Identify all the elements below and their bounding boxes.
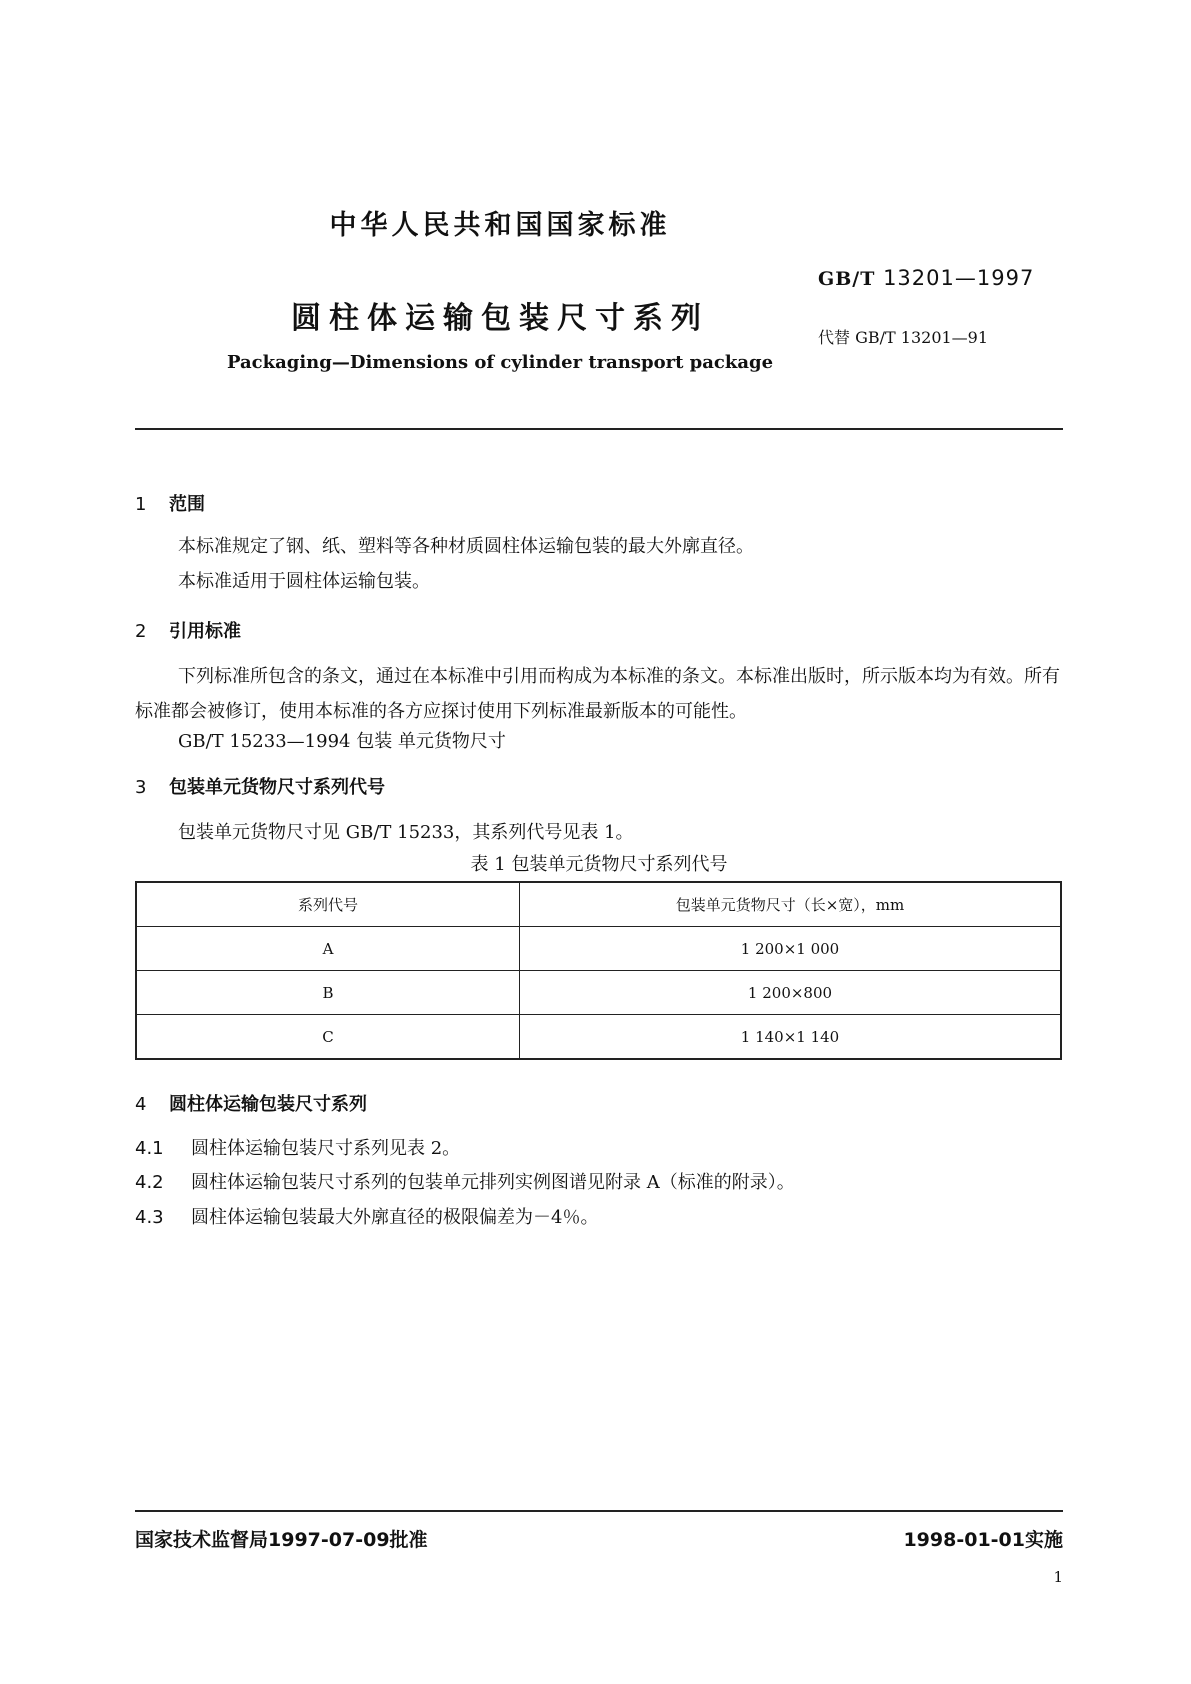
table-header-cell: 包装单元货物尺寸（长×宽），mm (520, 882, 1062, 927)
subsection-4-2 (135, 1168, 795, 1194)
replaces-standard: 代替 GB/T 13201—91 (818, 328, 989, 347)
section-3-paragraph: 包装单元货物尺寸见 GB/T 15233，其系列代号见表 1。 (178, 822, 634, 843)
table-cell-series-code: B (136, 971, 520, 1015)
subsection-4-1 (135, 1134, 460, 1160)
footer-divider (135, 1510, 1063, 1512)
subsection-number: 4.2 (135, 1172, 164, 1193)
table-cell-dimensions: 1 200×1 000 (520, 927, 1062, 971)
table-row (136, 927, 1061, 971)
subsection-text: 圆柱体运输包装尺寸系列的包装单元排列实例图谱见附录 A（标准的附录）。 (191, 1172, 795, 1193)
standard-code (818, 266, 1034, 290)
section-1-paragraph-1: 本标准规定了钢、纸、塑料等各种材质圆柱体运输包装的最大外廓直径。 (178, 536, 754, 557)
section-2-heading (135, 617, 241, 643)
standard-code-number: 13201—1997 (883, 266, 1035, 290)
subsection-text: 圆柱体运输包装最大外廓直径的极限偏差为－4％。 (191, 1207, 599, 1228)
section-title: 范围 (169, 494, 205, 515)
section-title: 圆柱体运输包装尺寸系列 (169, 1094, 367, 1115)
table-1 (135, 881, 1062, 1060)
subsection-number: 4.1 (135, 1138, 164, 1159)
section-number: 1 (135, 494, 147, 515)
table-cell-dimensions: 1 140×1 140 (520, 1015, 1062, 1060)
effective-date: 1998-01-01实施 (903, 1529, 1063, 1551)
header-divider (135, 428, 1063, 430)
table-1-caption: 表 1 包装单元货物尺寸系列代号 (470, 854, 728, 875)
document-title-cn: 圆柱体运输包装尺寸系列 (291, 301, 709, 336)
section-number: 3 (135, 777, 147, 798)
table-header-row (136, 882, 1061, 927)
table-row (136, 971, 1061, 1015)
section-1-heading (135, 490, 205, 516)
section-number: 4 (135, 1094, 147, 1115)
table-cell-series-code: A (136, 927, 520, 971)
section-4-heading (135, 1090, 367, 1116)
section-number: 2 (135, 621, 147, 642)
table-row (136, 1015, 1061, 1060)
subsection-text: 圆柱体运输包装尺寸系列见表 2。 (191, 1138, 461, 1159)
table-cell-series-code: C (136, 1015, 520, 1060)
page-number: 1 (1053, 1568, 1063, 1586)
national-standard-heading: 中华人民共和国国家标准 (329, 210, 671, 241)
section-3-heading (135, 773, 385, 799)
section-1-paragraph-2: 本标准适用于圆柱体运输包装。 (178, 571, 430, 592)
standard-code-prefix: GB/T (818, 268, 876, 290)
table-header-cell: 系列代号 (136, 882, 520, 927)
approval-date: 国家技术监督局1997-07-09批准 (135, 1529, 428, 1551)
section-title: 引用标准 (169, 621, 241, 642)
subsection-number: 4.3 (135, 1207, 164, 1228)
section-title: 包装单元货物尺寸系列代号 (169, 777, 385, 798)
section-2-paragraph: 下列标准所包含的条文，通过在本标准中引用而构成为本标准的条文。本标准出版时，所示版本均为有效。所有标准都会被修订，使用本标准的各方应探讨使用下列标准最新版本的可能性。 (135, 666, 1060, 722)
section-2-reference: GB/T 15233—1994 包装 单元货物尺寸 (178, 731, 506, 752)
document-title-en: Packaging—Dimensions of cylinder transport package (226, 352, 774, 373)
table-cell-dimensions: 1 200×800 (520, 971, 1062, 1015)
subsection-4-3 (135, 1203, 598, 1229)
